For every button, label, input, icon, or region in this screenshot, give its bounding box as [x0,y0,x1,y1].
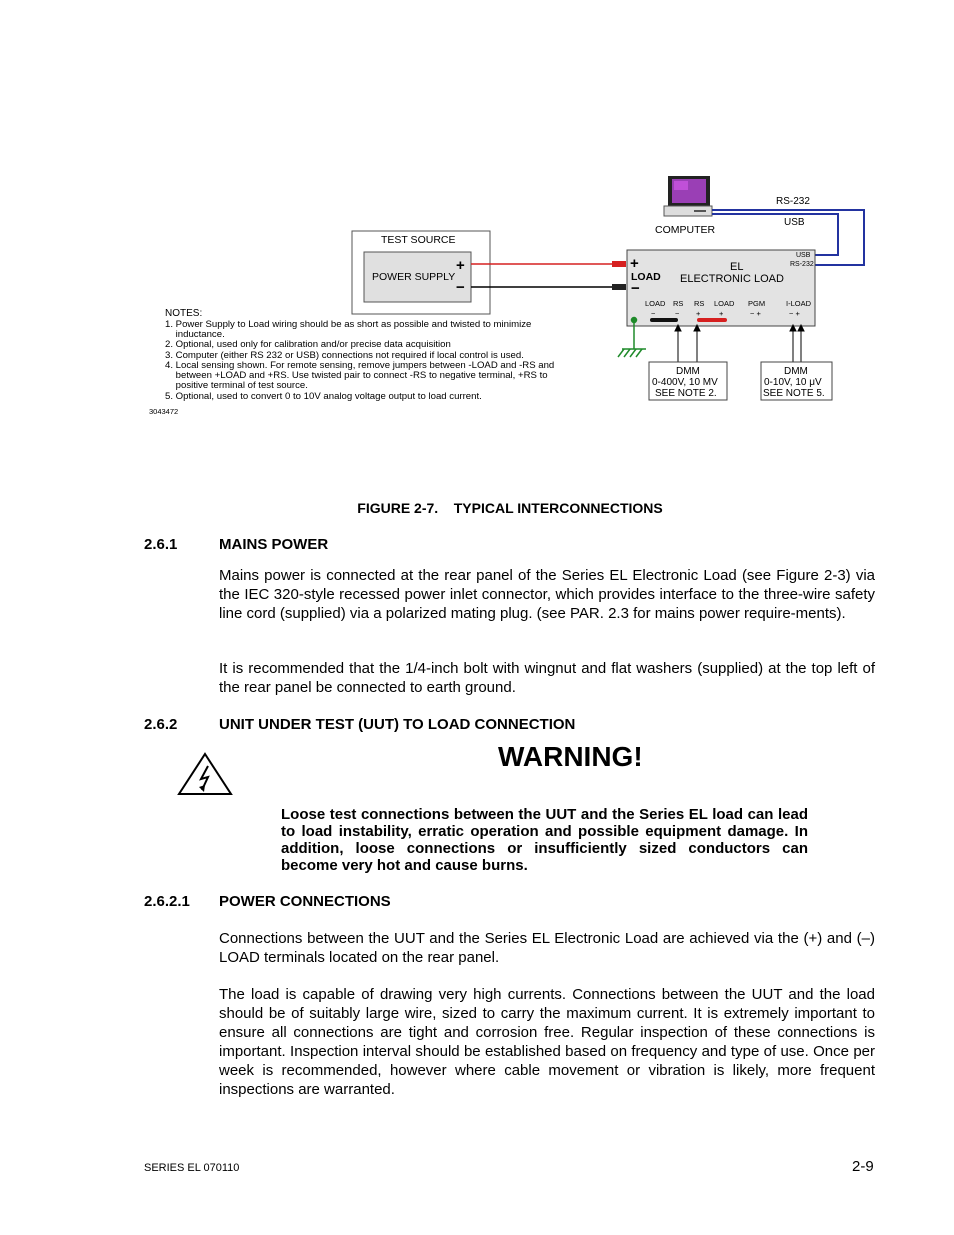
note-line: 1. Power Supply to Load wiring should be as short as possible and twisted to minimize [165,319,532,330]
drawing-number: 3043472 [149,407,179,416]
dmm-2-title: DMM [784,366,808,377]
note-line: 3. Computer (either RS 232 or USB) connections not required if local control is used. [165,350,524,361]
notes-title: NOTES: [165,308,203,319]
warning-title: WARNING! [498,741,643,772]
section-number-2-6-1: 2.6.1 [144,536,178,553]
section-title-uut-load: UNIT UNDER TEST (UUT) TO LOAD CONNECTION [219,716,576,733]
paragraph: Mains power is connected at the rear panel of the Series EL Electronic Load (see Figure 2-3) via the IEC 320-style recessed power inlet connector, which provides interface to the three-wire safety line cord (supplied) via a polarized mating plug. (see PAR. 2.3 for mains power require-ments). [219,567,875,622]
load-terminal-label: LOAD [631,271,661,283]
sign-load-plus: + [719,309,724,318]
note-line: 4. Local sensing shown. For remote sensing, remove jumpers between -LOAD and -RS and [165,360,555,371]
load-minus-sign: − [631,280,640,297]
electronic-load-label: ELECTRONIC LOAD [680,273,784,285]
sign-rs-plus: + [696,309,701,318]
terminal-pgm: PGM [748,299,766,308]
dmm-2-note: SEE NOTE 5. [763,388,825,399]
dmm-1-note: SEE NOTE 2. [655,388,717,399]
sign-rs-minus: − [675,309,680,318]
footer-page-number: 2-9 [852,1158,874,1175]
dmm-1-title: DMM [676,366,700,377]
power-supply-label: POWER SUPPLY [372,271,456,283]
terminal-iload: I-LOAD [786,299,812,308]
test-source-label: TEST SOURCE [381,234,456,246]
note-line: between +LOAD and +RS. Use twisted pair to connect -RS to negative terminal, +RS to [165,370,548,381]
rs232-cable-label: RS-232 [776,196,810,207]
section-title-power-connections: POWER CONNECTIONS [219,893,391,910]
computer-icon [664,176,712,216]
positive-plug [612,261,626,267]
paragraph: Connections between the UUT and the Series EL Electronic Load are achieved via the (+) and (–) LOAD terminals located on the rear panel. [219,930,875,966]
negative-jumper [650,318,678,322]
note-line: inductance. [165,329,225,340]
footer-document-id: SERIES EL 070110 [144,1162,240,1174]
paragraph: It is recommended that the 1/4-inch bolt with wingnut and flat washers (supplied) at the top left of the rear panel be connected to earth ground. [219,660,875,696]
dmm-2-range: 0-10V, 10 μV [764,377,822,388]
ps-minus-sign: − [456,279,465,296]
sign-load-minus: − [651,309,656,318]
positive-jumper [697,318,727,322]
note-line: 2. Optional, used only for calibration and/or precise data acquisition [165,339,451,350]
electrical-hazard-icon [177,752,233,796]
sign-pgm: − + [750,309,761,318]
computer-label: COMPUTER [655,224,716,236]
usb-cable-label: USB [784,217,805,228]
rs232-port-label: RS-232 [790,261,814,268]
sign-iload: − + [789,309,800,318]
section-title-mains-power: MAINS POWER [219,536,329,553]
ps-plus-sign: + [456,257,465,274]
dmm-1-range: 0-400V, 10 MV [652,377,718,388]
section-number-2-6-2: 2.6.2 [144,716,178,733]
usb-port-label: USB [796,252,811,259]
note-line: positive terminal of test source. [165,380,308,391]
note-line: 5. Optional, used to convert 0 to 10V analog voltage output to load current. [165,391,482,402]
el-label: EL [730,261,744,273]
terminal-rs-minus: RS [673,299,684,308]
load-plus-sign: + [630,255,639,272]
usb-cable [712,214,838,255]
warning-text: Loose test connections between the UUT and the Series EL load can lead to load instability, erratic operation and possible equipment damage. In addition, loose connections or insufficiently sized conductors can become very hot and cause burns. [281,806,808,874]
negative-plug [612,284,626,290]
terminal-load-plus: LOAD [714,299,735,308]
figure-caption: FIGURE 2-7. TYPICAL INTERCONNECTIONS [357,500,663,516]
notes-list [165,319,554,402]
interconnection-diagram [140,170,880,430]
terminal-load-minus: LOAD [645,299,666,308]
terminal-rs-plus: RS [694,299,705,308]
paragraph: The load is capable of drawing very high currents. Connections between the UUT and the load should be of suitably large wire, sized to carry the maximum current. It is extremely important to ensure all connections are tight and corrosion free. Regular inspection of these connections is important. Inspection interval should be established based on frequency and type of use. Once per week is recommended, however where cable movement or vibration is likely, more frequent inspections are warranted. [219,986,875,1098]
section-number-2-6-2-1: 2.6.2.1 [144,893,190,910]
